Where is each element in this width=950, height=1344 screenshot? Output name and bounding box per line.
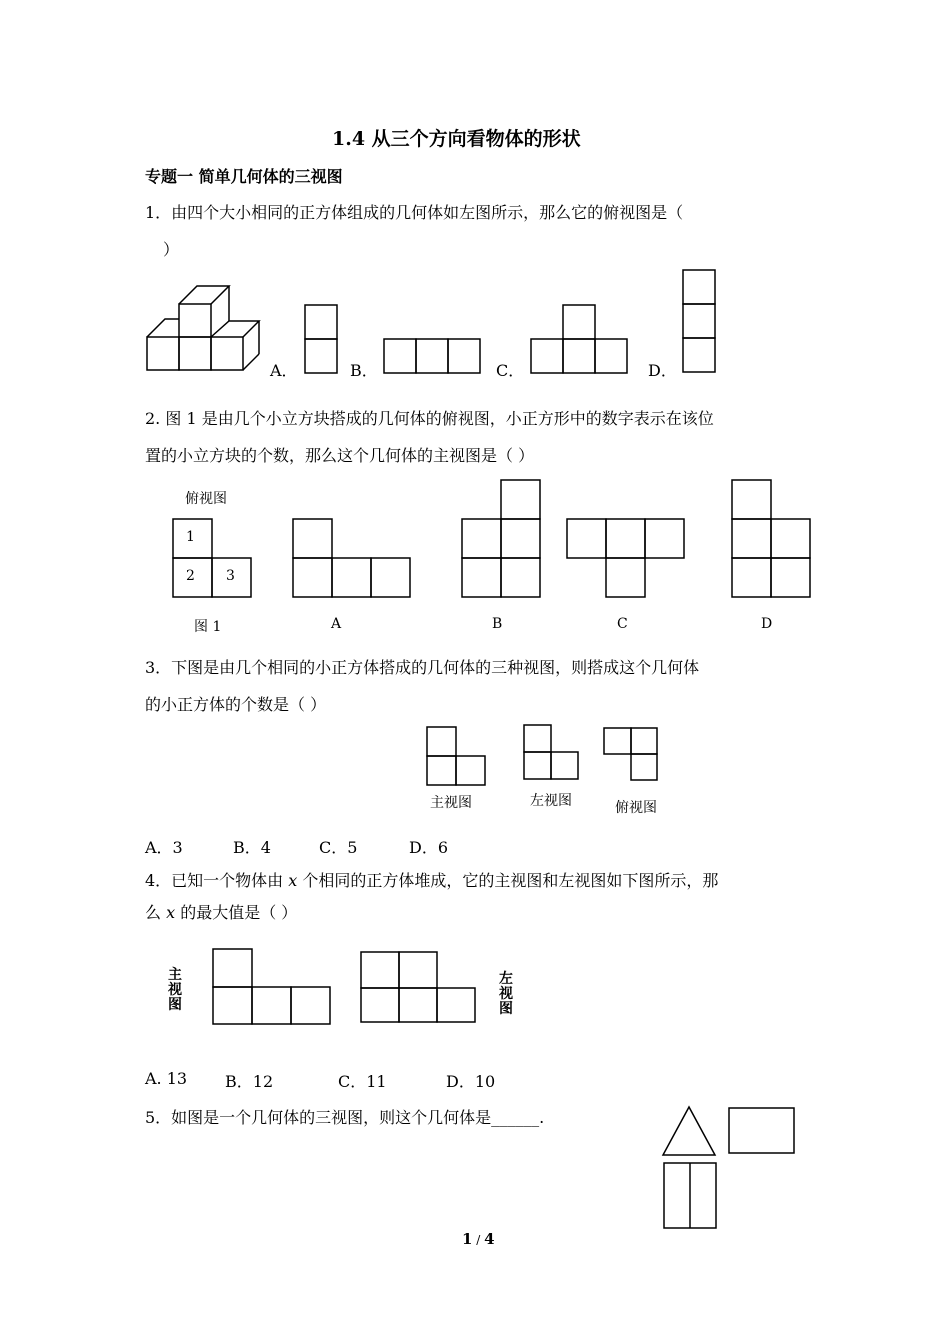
q3-top-view-figure	[604, 728, 657, 780]
q1-option-a-figure	[305, 305, 337, 373]
q2-grid-number: 1	[186, 529, 195, 545]
q1-text-line2: ）	[163, 240, 180, 259]
q3-text-line1: 3．下图是由几个相同的小正方体搭成的几何体的三种视图，则搭成这个几何体	[145, 658, 700, 677]
q1-option-a-label: A．	[270, 361, 298, 380]
q3-option-d: D．6	[409, 838, 449, 857]
variable-x: x	[166, 903, 176, 922]
q4-option-c: C．11	[338, 1072, 387, 1091]
q2-option-a-caption: A	[331, 616, 342, 632]
q3-option-c: C．5	[319, 838, 358, 857]
q2-top-view-grid	[173, 519, 251, 597]
q1-option-b-label: B．	[350, 361, 378, 380]
q4-front-view-label: 主视图	[168, 967, 182, 1013]
q4-left-view-label: 左视图	[499, 971, 513, 1017]
q3-front-view-label: 主视图	[430, 795, 472, 811]
q1-option-d-label: D．	[648, 361, 677, 380]
section-heading: 专题一 简单几何体的三视图	[145, 167, 343, 186]
q2-text-line2: 置的小立方块的个数，那么这个几何体的主视图是（ ）	[145, 446, 535, 465]
q4-left-view-figure	[361, 952, 475, 1022]
q5-text: 5．如图是一个几何体的三视图，则这个几何体是______.	[145, 1108, 545, 1127]
q3-option-a: A．3	[145, 838, 183, 857]
q2-top-view-label: 俯视图	[185, 491, 227, 507]
q4-option-a: A. 13	[145, 1069, 188, 1088]
q1-option-b-figure	[384, 339, 480, 373]
q4-front-view-figure	[213, 949, 330, 1024]
q2-option-c-figure	[567, 519, 684, 597]
q1-text-line1: 1．由四个大小相同的正方体组成的几何体如左图所示，那么它的俯视图是（	[145, 203, 684, 222]
page-number: 1 / 4	[462, 1230, 495, 1248]
q4-option-d: D．10	[446, 1072, 496, 1091]
q5-split-rectangle-view	[664, 1163, 716, 1228]
q2-option-d-caption: D	[761, 616, 773, 632]
q3-left-view-figure	[524, 725, 578, 779]
q1-option-c-figure	[531, 305, 627, 373]
q3-left-view-label: 左视图	[530, 793, 572, 809]
q2-text-line1: 2. 图 1 是由几个小立方块搭成的几何体的俯视图，小正方形中的数字表示在该位	[145, 409, 714, 428]
q1-solid-figure	[147, 286, 259, 370]
page-title: 1.4 从三个方向看物体的形状	[332, 128, 581, 150]
q2-grid-number: 3	[226, 568, 235, 584]
q2-option-b-caption: B	[492, 616, 503, 632]
q3-option-b: B．4	[233, 838, 271, 857]
q2-option-d-figure	[732, 480, 810, 597]
q3-top-view-label: 俯视图	[615, 800, 657, 816]
q1-option-d-figure	[683, 270, 715, 372]
q2-figure-caption: 图 1	[194, 619, 222, 635]
q1-option-c-label: C．	[496, 361, 525, 380]
q3-front-view-figure	[427, 727, 485, 785]
q2-grid-number: 2	[186, 568, 195, 584]
q3-text-line2: 的小正方体的个数是（ ）	[145, 695, 327, 714]
q2-option-c-caption: C	[617, 616, 628, 632]
q2-option-b-figure	[462, 480, 540, 597]
q2-option-a-figure	[293, 519, 410, 597]
q4-option-b: B．12	[225, 1072, 274, 1091]
variable-x: x	[288, 871, 298, 890]
q4-text-line2: 么 x 的最大值是（ ）	[145, 903, 298, 922]
q5-rectangle-view	[729, 1108, 794, 1153]
q4-text-line1: 4．已知一个物体由 x 个相同的正方体堆成，它的主视图和左视图如下图所示，那	[145, 871, 719, 890]
q5-triangle-view	[663, 1107, 715, 1155]
